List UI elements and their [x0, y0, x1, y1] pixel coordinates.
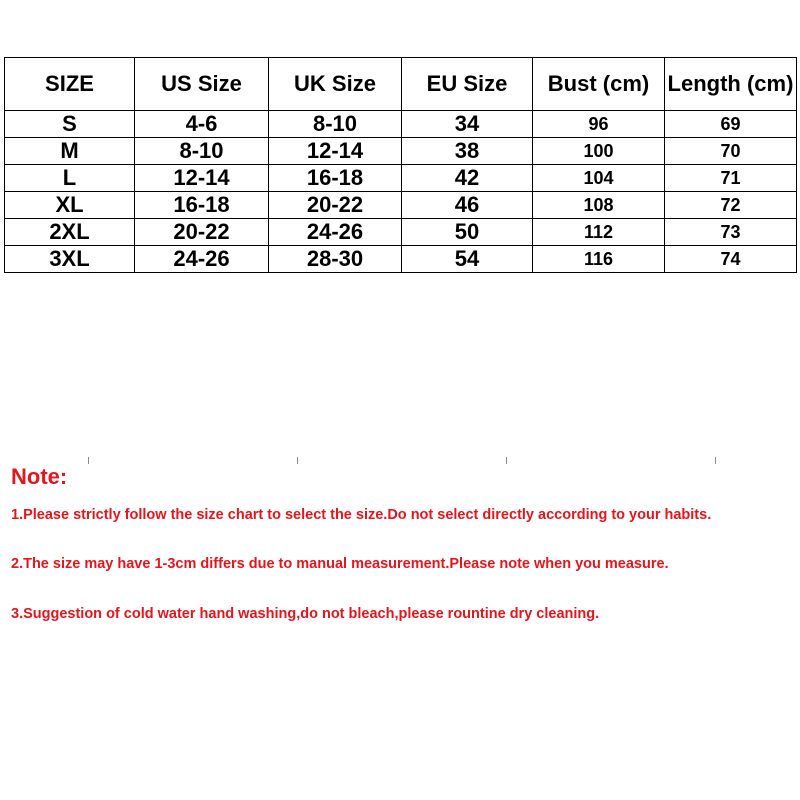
- header-eu-size: EU Size: [402, 58, 533, 111]
- cell-uk-size: 20-22: [269, 192, 402, 219]
- cell-size: 3XL: [5, 246, 135, 273]
- tick-mark: [88, 457, 89, 464]
- cell-length: 74: [665, 246, 797, 273]
- cell-eu-size: 38: [402, 138, 533, 165]
- cell-us-size: 16-18: [135, 192, 269, 219]
- cell-bust: 96: [533, 111, 665, 138]
- cell-size: 2XL: [5, 219, 135, 246]
- note-title: Note:: [11, 464, 68, 489]
- cell-bust: 112: [533, 219, 665, 246]
- note-item-2: 2.The size may have 1-3cm differs due to manual measurement.Please note when you measure.: [11, 556, 669, 572]
- cell-eu-size: 50: [402, 219, 533, 246]
- note-item-3: 3.Suggestion of cold water hand washing,do not bleach,please rountine dry cleaning.: [11, 606, 600, 622]
- table-row: [5, 165, 797, 192]
- cell-size: L: [5, 165, 135, 192]
- cell-size: S: [5, 111, 135, 138]
- table-row: [5, 246, 797, 273]
- cell-bust: 108: [533, 192, 665, 219]
- cell-uk-size: 16-18: [269, 165, 402, 192]
- cell-length: 69: [665, 111, 797, 138]
- cell-us-size: 24-26: [135, 246, 269, 273]
- cell-uk-size: 8-10: [269, 111, 402, 138]
- cell-length: 71: [665, 165, 797, 192]
- tick-mark: [715, 457, 716, 464]
- table-row: [5, 138, 797, 165]
- cell-bust: 116: [533, 246, 665, 273]
- header-uk-size: UK Size: [269, 58, 402, 111]
- cell-us-size: 12-14: [135, 165, 269, 192]
- table-row: [5, 219, 797, 246]
- header-us-size: US Size: [135, 58, 269, 111]
- cell-us-size: 8-10: [135, 138, 269, 165]
- cell-us-size: 4-6: [135, 111, 269, 138]
- tick-mark: [297, 457, 298, 464]
- table-row: [5, 192, 797, 219]
- cell-size: M: [5, 138, 135, 165]
- cell-bust: 100: [533, 138, 665, 165]
- cell-eu-size: 46: [402, 192, 533, 219]
- cell-us-size: 20-22: [135, 219, 269, 246]
- note-item-1: 1.Please strictly follow the size chart to select the size.Do not select directly according to your habits.: [11, 507, 712, 523]
- cell-length: 72: [665, 192, 797, 219]
- cell-eu-size: 54: [402, 246, 533, 273]
- cell-length: 73: [665, 219, 797, 246]
- cell-size: XL: [5, 192, 135, 219]
- header-length: Length (cm): [665, 58, 797, 111]
- header-size: SIZE: [5, 58, 135, 111]
- cell-length: 70: [665, 138, 797, 165]
- cell-bust: 104: [533, 165, 665, 192]
- table-header-row: [5, 58, 797, 111]
- cell-uk-size: 24-26: [269, 219, 402, 246]
- header-bust: Bust (cm): [533, 58, 665, 111]
- size-chart-table: [4, 57, 797, 273]
- tick-mark: [506, 457, 507, 464]
- cell-eu-size: 42: [402, 165, 533, 192]
- cell-eu-size: 34: [402, 111, 533, 138]
- table-row: [5, 111, 797, 138]
- cell-uk-size: 28-30: [269, 246, 402, 273]
- divider-ticks: [0, 457, 800, 467]
- cell-uk-size: 12-14: [269, 138, 402, 165]
